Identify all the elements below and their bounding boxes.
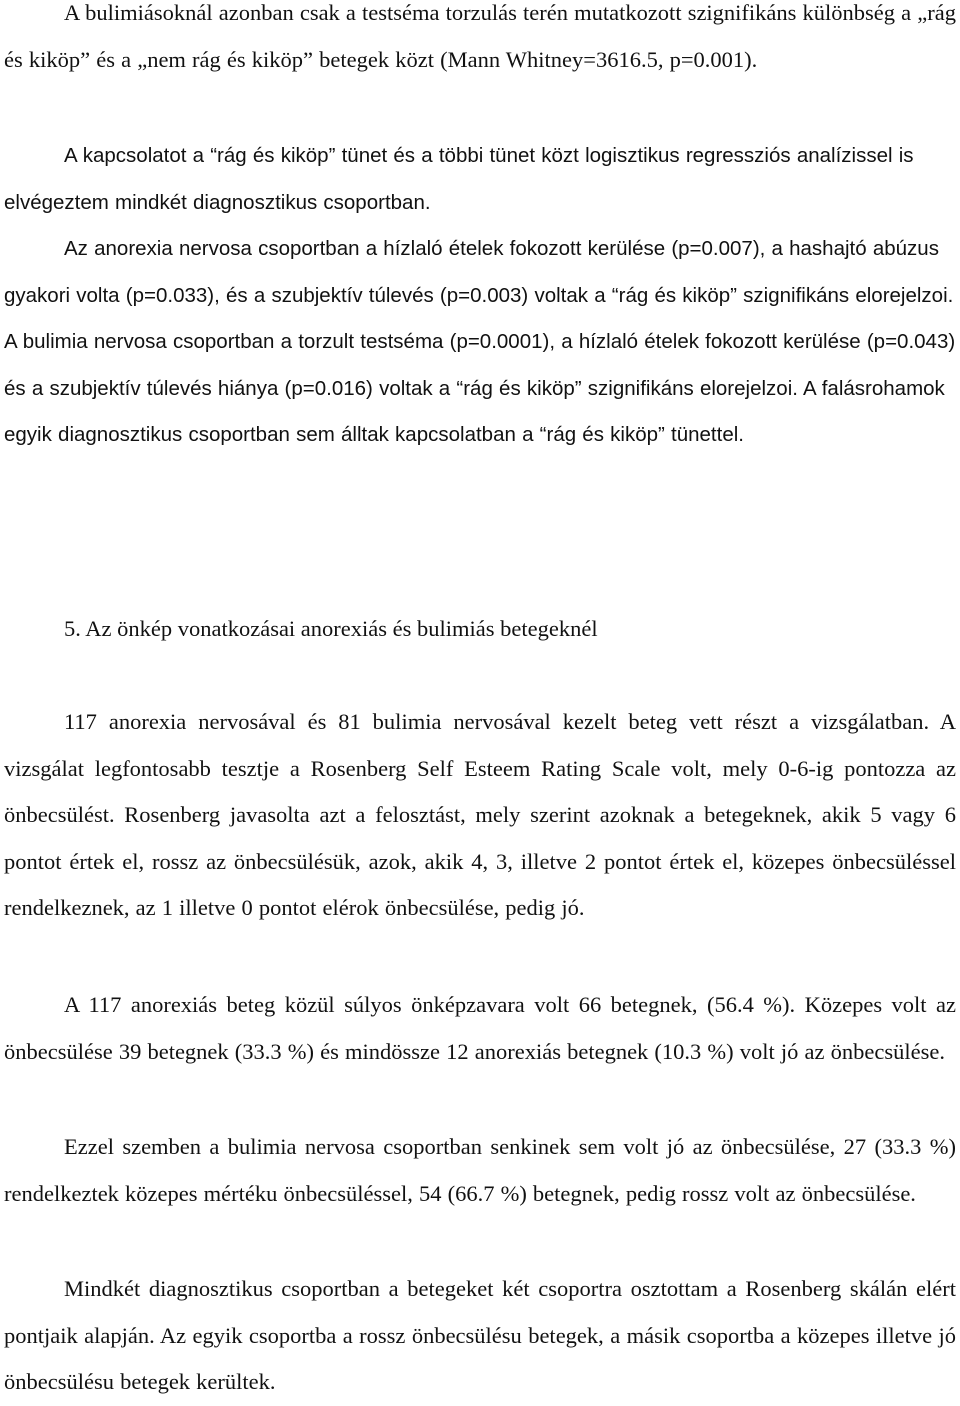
paragraph-bulimia-results: Ezzel szemben a bulimia nervosa csoportban senkinek sem volt jó az önbecsülése, 27 (33.3 %) rendelkeztek közepes mértéku önbecsüléssel, 54 (66.7 %) betegnek, pedig rossz volt az önbecsülése. [4, 1134, 956, 1206]
paragraph-study-design: 117 anorexia nervosával és 81 bulimia nervosával kezelt beteg vett részt a vizsgálatban. A vizsgálat legfontosabb tesztje a Rosenberg Self Esteem Rating Scale volt, mely 0-6-ig pontozza az önbecsülést. Rosenberg javasolta azt a felosztást, mely szerint azoknak a betegeknek, akik 5 vagy 6 pontot értek el, rossz az önbecsülésük, azok, akik 4, 3, illetve 2 pontot értek el, közepes önbecsüléssel rendelkeznek, az 1 illetve 0 pontot elérok önbecsülése, pedig jó. [4, 709, 956, 920]
paragraph-anorexia-results: A 117 anorexiás beteg közül súlyos önképzavara volt 66 betegnek, (56.4 %). Közepes volt az önbecsülése 39 betegnek (33.3 %) és mindössze 12 anorexiás betegnek (10.3 %) volt jó az önbecsülése. [4, 992, 956, 1064]
paragraph-logistic-regression: A kapcsolatot a “rág és kiköp” tünet és a többi tünet közt logisztikus regressziós analízissel is elvégeztem mindkét diagnosztikus csoportban. [4, 144, 914, 214]
paragraph-predictors: Az anorexia nervosa csoportban a hízlaló ételek fokozott kerülése (p=0.007), a hashajtó abúzus gyakori volta (p=0.033), és a szubjektív túlevés (p=0.003) voltak a “rág és kiköp” szignifikáns elorejelzoi. A bulimia nervosa csoportban a torzult testséma (p=0.0001), a hízlaló ételek fokozott kerülése (p=0.043) és a szubjektív túlevés hiánya (p=0.016) voltak a “rág és kiköp” szignifikáns elorejelzoi. A falásrohamok egyik diagnosztikus csoportban sem álltak kapcsolatban a “rág és kiköp” tünettel. [4, 237, 956, 446]
paragraph-grouping: Mindkét diagnosztikus csoportban a betegeket két csoportra osztottam a Rosenberg skálán elért pontjaik alapján. Az egyik csoportba a rossz önbecsülésu betegek, a másik csoportba a közepes illetve jó önbecsülésu betegek kerültek. [4, 1276, 956, 1394]
paragraph-bulimia-result: A bulimiásoknál azonban csak a testséma torzulás terén mutatkozott szignifikáns különbség a „rág és kiköp” és a „nem rág és kiköp” betegek közt (Mann Whitney=3616.5, p=0.001). [4, 0, 956, 72]
section-heading: 5. Az önkép vonatkozásai anorexiás és bulimiás betegeknél [64, 616, 598, 641]
